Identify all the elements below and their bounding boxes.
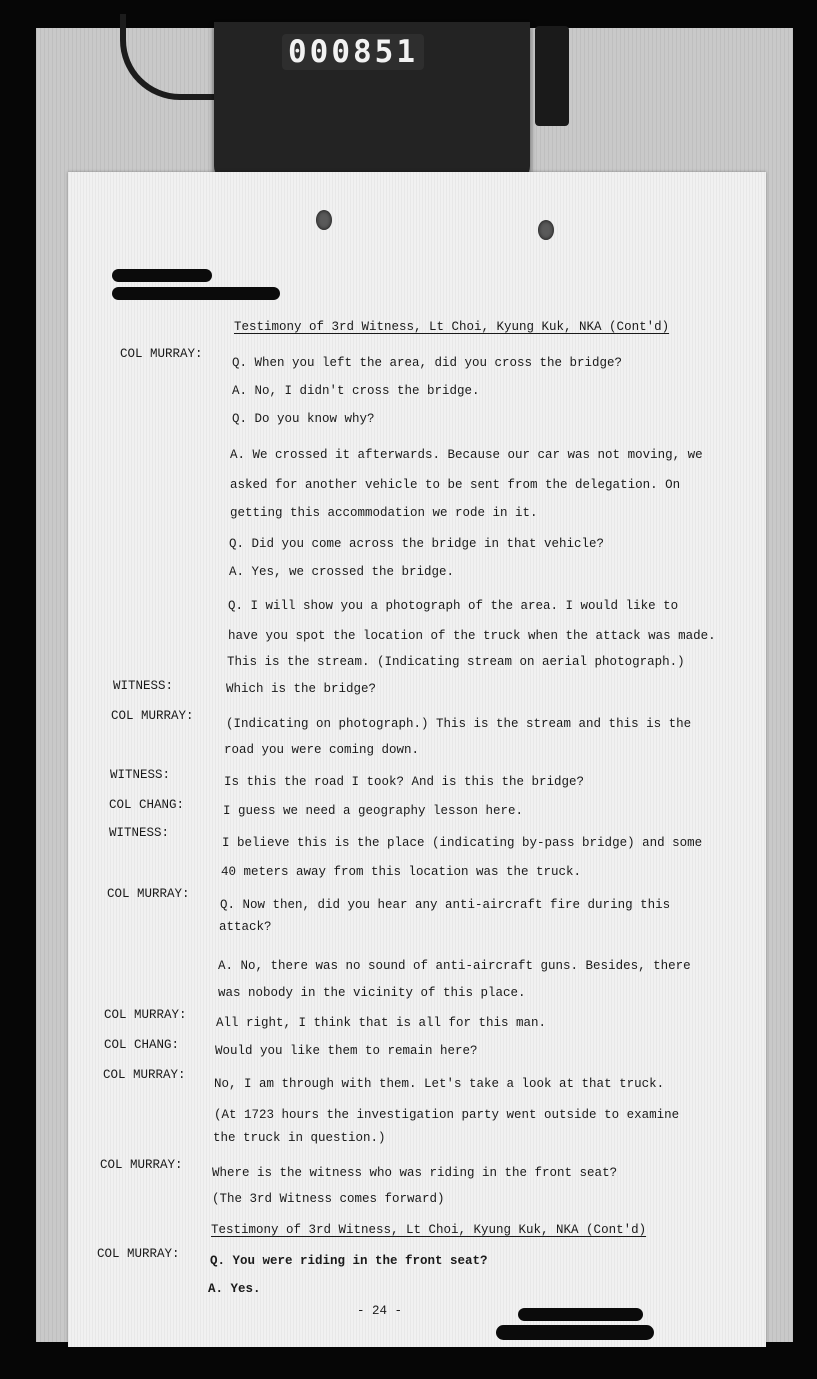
testimony-line: All right, I think that is all for this man. xyxy=(216,1016,547,1030)
redaction-bar-3 xyxy=(518,1308,643,1321)
testimony-line: was nobody in the vicinity of this place. xyxy=(218,986,526,1000)
redaction-bar-1 xyxy=(112,269,212,282)
speaker-label: COL MURRAY: xyxy=(120,347,203,361)
testimony-line: (Indicating on photograph.) This is the stream and this is the xyxy=(226,717,692,731)
testimony-line: Is this the road I took? And is this the bridge? xyxy=(224,775,585,789)
redaction-bar-2 xyxy=(112,287,280,300)
speaker-label: COL MURRAY: xyxy=(100,1158,183,1172)
testimony-line: (At 1723 hours the investigation party went outside to examine xyxy=(214,1108,680,1122)
page-number: - 24 - xyxy=(357,1304,403,1318)
testimony-line: road you were coming down. xyxy=(224,743,420,757)
punch-hole-left xyxy=(316,210,332,230)
speaker-label: COL MURRAY: xyxy=(97,1247,180,1261)
testimony-line: No, I am through with them. Let's take a look at that truck. xyxy=(214,1077,665,1091)
speaker-label: COL MURRAY: xyxy=(111,709,194,723)
testimony-line: I believe this is the place (indicating by-pass bridge) and some xyxy=(222,836,703,850)
testimony-line: Would you like them to remain here? xyxy=(215,1044,478,1058)
testimony-line: A. Yes. xyxy=(208,1282,261,1296)
speaker-label: WITNESS: xyxy=(110,768,171,782)
testimony-line: Q. Did you come across the bridge in that vehicle? xyxy=(229,537,605,551)
speaker-label: WITNESS: xyxy=(109,826,170,840)
testimony-line: A. No, there was no sound of anti-aircraft guns. Besides, there xyxy=(218,959,691,973)
testimony-line: A. We crossed it afterwards. Because our car was not moving, we xyxy=(230,448,703,462)
redaction-bar-4 xyxy=(496,1325,654,1340)
testimony-line: (The 3rd Witness comes forward) xyxy=(212,1192,445,1206)
testimony-line: I guess we need a geography lesson here. xyxy=(223,804,524,818)
testimony-line: asked for another vehicle to be sent from the delegation. On xyxy=(230,478,681,492)
testimony-line: the truck in question.) xyxy=(213,1131,386,1145)
testimony-line: getting this accommodation we rode in it. xyxy=(230,506,538,520)
testimony-line: Q. When you left the area, did you cross the bridge? xyxy=(232,356,623,370)
testimony-line: Q. Do you know why? xyxy=(232,412,375,426)
speaker-label: COL MURRAY: xyxy=(103,1068,186,1082)
testimony-line: A. No, I didn't cross the bridge. xyxy=(232,384,480,398)
testimony-line: Q. Now then, did you hear any anti-aircraft fire during this xyxy=(220,898,671,912)
speaker-label: COL CHANG: xyxy=(109,798,185,812)
speaker-label: COL MURRAY: xyxy=(107,887,190,901)
testimony-line: Q. You were riding in the front seat? xyxy=(210,1254,488,1268)
testimony-line: attack? xyxy=(219,920,272,934)
speaker-label: COL MURRAY: xyxy=(104,1008,187,1022)
counter-clip xyxy=(535,26,569,126)
speaker-label: COL CHANG: xyxy=(104,1038,180,1052)
frame-counter: 000851 xyxy=(282,34,424,70)
testimony-line: have you spot the location of the truck when the attack was made. xyxy=(228,629,716,643)
testimony-line: A. Yes, we crossed the bridge. xyxy=(229,565,455,579)
testimony-heading: Testimony of 3rd Witness, Lt Choi, Kyung Kuk, NKA (Cont'd) xyxy=(234,320,670,334)
speaker-label: WITNESS: xyxy=(113,679,174,693)
testimony-line: This is the stream. (Indicating stream on aerial photograph.) xyxy=(227,655,685,669)
document-page xyxy=(68,172,766,1347)
testimony-heading-repeat: Testimony of 3rd Witness, Lt Choi, Kyung Kuk, NKA (Cont'd) xyxy=(211,1223,647,1237)
testimony-line: Q. I will show you a photograph of the area. I would like to xyxy=(228,599,679,613)
testimony-line: Where is the witness who was riding in the front seat? xyxy=(212,1166,618,1180)
testimony-line: Which is the bridge? xyxy=(226,682,377,696)
testimony-line: 40 meters away from this location was the truck. xyxy=(221,865,582,879)
punch-hole-right xyxy=(538,220,554,240)
